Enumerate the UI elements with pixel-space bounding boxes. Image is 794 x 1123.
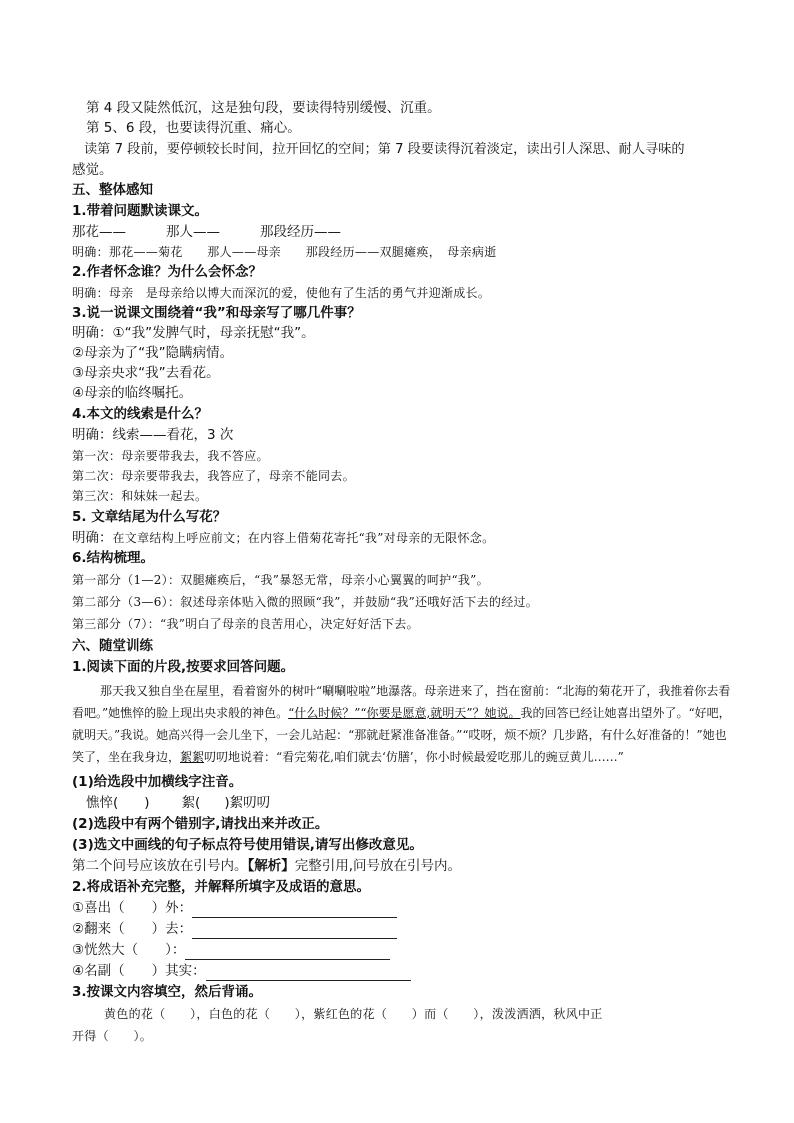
question-3: 3.说一说课文围绕着“我”和母亲写了哪几件事？ (72, 305, 361, 321)
exercise-1: 1.阅读下面的片段,按要求回答问题。 (72, 659, 295, 675)
section-heading-6: 六、随堂训练 (72, 638, 153, 654)
exercise-3-text-cont: 开得（ ）。 (72, 1029, 153, 1043)
question-4-item-3: 第三次：和妹妹一起去。 (72, 489, 208, 503)
exercise-1-sub-1: (1)给选段中加横线字注音。 (72, 774, 243, 790)
answer-line[interactable] (192, 924, 397, 939)
question-2-answer: 明确：母亲 是母亲给以博大而深沉的爱，使他有了生活的勇气并迎渐成长。 (72, 286, 491, 300)
answer-line[interactable] (192, 903, 397, 918)
question-4-answer: 明确：线索——看花，3 次 (72, 427, 234, 443)
structure-part-1: 第一部分（1—2）：双腿瘫痪后，“我”暴怒无常，母亲小心翼翼的呵护“我”。 (72, 573, 489, 587)
question-3-answer-1: 明确：①“我”发脾气时，母亲抚慰“我”。 (72, 325, 315, 341)
question-3-answer-2: ②母亲为了“我”隐瞒病情。 (72, 345, 234, 361)
exercise-2: 2.将成语补充完整，并解释所填字及成语的意思。 (72, 879, 371, 895)
exercise-3: 3.按课文内容填空，然后背诵。 (72, 984, 263, 1000)
question-1: 1.带着问题默读课文。 (72, 203, 209, 219)
exercise-1-sub-2: (2)选段中有两个错别字,请找出来并改正。 (72, 816, 329, 832)
exercise-1-sub-3: (3)选文中画线的句子标点符号使用错误,请写出修改意见。 (72, 837, 423, 853)
structure-part-3: 第三部分（7）：“我”明白了母亲的良苦用心，决定好好活下去。 (72, 617, 419, 631)
reading-passage: 那天我又独自坐在屋里，看着窗外的树叶“唰唰啦啦”地瀑落。母亲进来了，挡在窗前：“北海的菊花开了，我推着你去看看吧。”她憔悴的脸上现出央求般的神色。“什么时候？”“你要是愿意,就明天”？她说。我的回答已经让她喜出望外了。“好吧，就明天。”我说。她高兴得一会儿坐下，一会儿站起：“那就赶紧准备准备。”“哎呀，烦不烦？几步路，有什么好准备的！”她也笑了，坐在我身边，絮絮叨叨地说着：“看完菊花,咱们就去‘仿膳’，你小时候最爱吃那儿的豌豆黄儿……” (72, 684, 731, 764)
idiom-2: ②翻来（ ）去： (72, 919, 732, 939)
question-1-prompts: 那花—— 那人—— 那段经历—— (72, 224, 341, 240)
intro-p7-cont: 感觉。 (72, 162, 113, 178)
section-heading-5: 五、整体感知 (72, 182, 153, 198)
question-4-item-1: 第一次：母亲要带我去，我不答应。 (72, 449, 269, 463)
question-2: 2.作者怀念谁？为什么会怀念？ (72, 264, 263, 280)
underlined-sentence: “什么时候？”“你要是愿意,就明天”？她说。 (288, 706, 521, 720)
pinyin-items: 憔悴( ) 絮( )絮叨叨 (86, 795, 271, 811)
exercise-1-sub-3-answer: 第二个问号应该放在引号内。【解析】完整引用,问号放在引号内。 (72, 858, 462, 874)
idiom-1: ①喜出（ ）外： (72, 898, 732, 918)
intro-p56: 第 5、6 段，也要读得沉重、痛心。 (86, 120, 301, 136)
question-4: 4.本文的线索是什么？ (72, 406, 209, 422)
answer-line[interactable] (206, 966, 411, 981)
idiom-4: ④名副（ ）其实： (72, 961, 732, 981)
question-3-answer-4: ④母亲的临终嘱托。 (72, 385, 193, 401)
question-5-answer: 明确：在文章结构上呼应前文；在内容上借菊花寄托“我”对母亲的无限怀念。 (72, 530, 495, 546)
exercise-3-text: 黄色的花（ ），白色的花（ ），紫红色的花（ ）而（ ），泼泼洒洒，秋风中正 (104, 1007, 603, 1021)
answer-line[interactable] (185, 945, 390, 960)
intro-p4: 第 4 段又陡然低沉，这是独句段，要读得特别缓慢、沉重。 (86, 100, 441, 116)
question-4-item-2: 第二次：母亲要带我去，我答应了，母亲不能同去。 (72, 469, 355, 483)
idiom-3: ③恍然大（ ）： (72, 940, 732, 960)
question-5: 5. 文章结尾为什么写花？ (72, 509, 227, 525)
structure-part-2: 第二部分（3—6）：叙述母亲体贴入微的照顾“我”，并鼓励“我”还哦好活下去的经过。 (72, 595, 539, 609)
intro-p7: 读第 7 段前，要停顿较长时间，拉开回忆的空间；第 7 段要读得沉着淡定，读出引人深思、耐人寻味的 (84, 142, 685, 157)
question-1-answer: 明确：那花——菊花 那人——母亲 那段经历——双腿瘫痪， 母亲病逝 (72, 245, 497, 259)
underlined-word: 絮絮 (180, 750, 205, 764)
question-3-answer-3: ③母亲央求“我”去看花。 (72, 365, 220, 381)
question-6: 6.结构梳理。 (72, 550, 155, 566)
